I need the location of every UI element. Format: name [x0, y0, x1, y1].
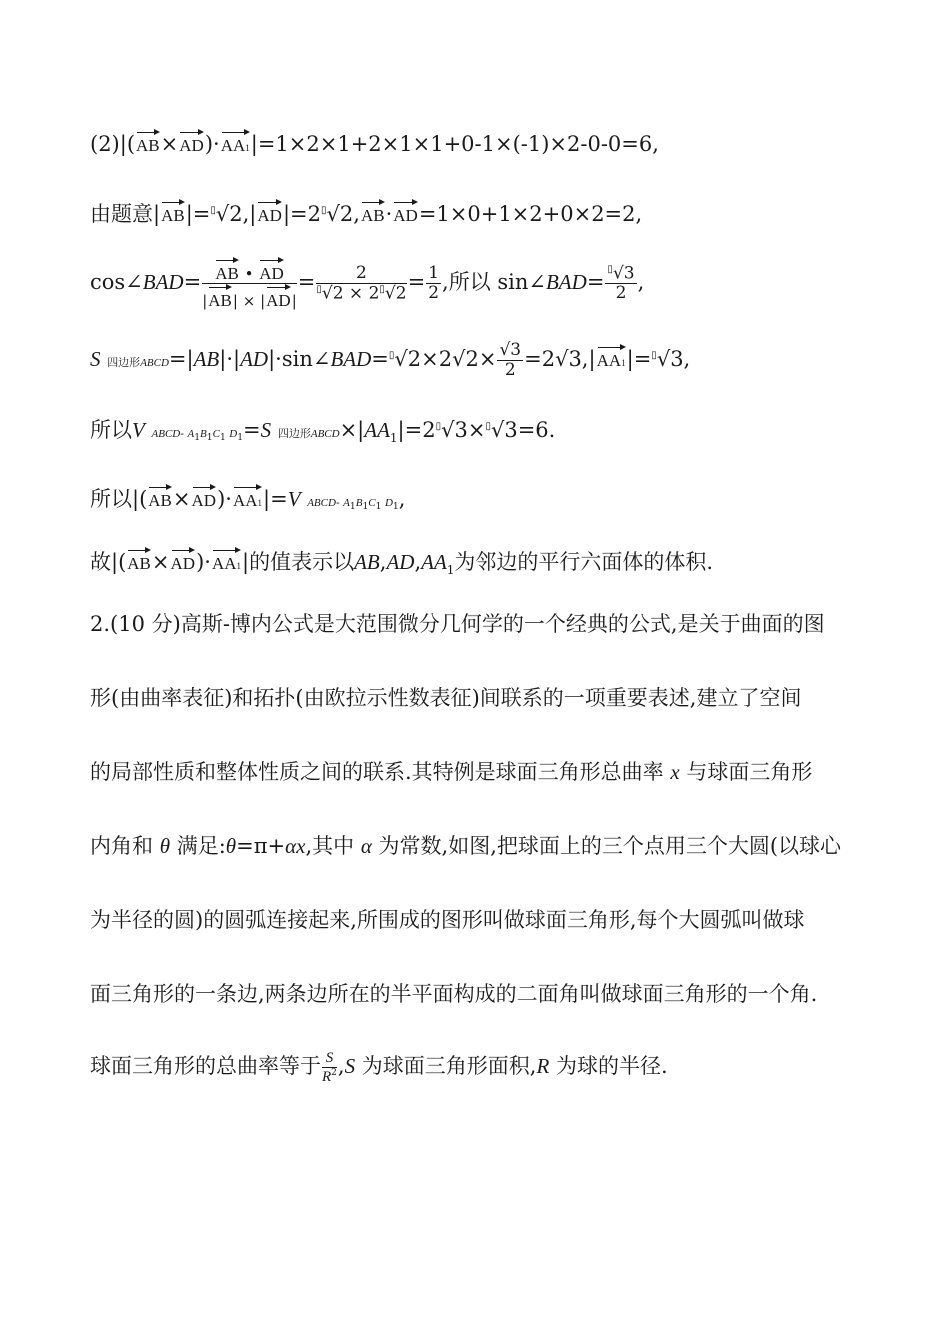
vector-ab: AB	[148, 485, 172, 509]
vector-aa1: AA1	[597, 345, 626, 369]
vector-ad: AD	[192, 485, 217, 509]
fraction-root3-over-2b: $\frac{√3}{2}$	[499, 340, 522, 380]
problem-2-row-2: 形(由曲率表征)和拓扑(由欧拉示性数表征)间联系的一项重要表述,建立了空间	[90, 686, 802, 710]
solution-line-4: S 四边形ABCD=|AB|·|AD|·sin∠BAD=▯√2×2√2× $\frac{√3}{2}$ =2√3,|AA1|=▯√3,	[90, 340, 691, 380]
solution-line-7: 故|(AB×AD)·AA1|的值表示以$AB,AD,AA_1$为邻边的平行六面体的体积.	[90, 550, 714, 578]
problem-2-row-7: 球面三角形的总曲率等于 $\frac{S}{R^2}$ ,S 为球面三角形面积,R 为球的半径.	[90, 1050, 668, 1085]
problem-2-row-4: 内角和 θ 满足:θ=π+αx,其中 α 为常数,如图,把球面上的三个点用三个大圆(以球心	[90, 834, 842, 858]
vector-ab: AB	[161, 200, 185, 224]
problem-2-row-5: 为半径的圆)的圆弧连接起来,所围成的图形叫做球面三角形,每个大圆弧叫做球	[90, 908, 805, 932]
problem-2-row-1: 2.(10 分)高斯-博内公式是大范围微分几何学的一个经典的公式,是关于曲面的图	[90, 612, 825, 636]
fraction-two: $\frac{2}{^▯√2 \times 2^▯√2}$	[316, 262, 407, 304]
vector-ad: AD	[171, 548, 196, 572]
vector-ad: AD	[179, 130, 204, 154]
solution-line-2: 由题意|AB|=▯√2,|AD|=2▯√2,AB·AD=1×0+1×2+0×2=2,	[90, 202, 643, 226]
fraction-cos: $\frac{AB • AD}{|AB| \times |AD|}$	[202, 258, 297, 309]
vector-ab: AB	[136, 130, 160, 154]
solution-line-6: 所以|(AB×AD)·AA1|=V ABCD- $A_1B_1C_1$ $D_1$,	[90, 487, 406, 513]
vector-aa1: AA1	[233, 485, 262, 509]
solution-line-3: cos∠BAD= $\frac{AB • AD}{|AB| \times |AD|}$ = $\frac{2}{^▯√2 \times 2^▯√2}$ = $\frac{1}{2}$ ,所以 sin∠BAD= $\frac{^▯√3}{2}$ ,	[90, 258, 644, 309]
solution-line-1: (2)|(AB×AD)·AA1|=1×2×1+2×1×1+0-1×(-1)×2-0-0=6,	[90, 132, 659, 156]
solution-line-5: 所以V ABCD- $A_1B_1C_1$ $D_1=S$ 四边形$ABCD\times|AA_1|=2^▯√3\times^▯√3=6$.	[90, 418, 556, 446]
fraction-s-over-r2: $\frac{S}{R^2}$	[322, 1050, 337, 1085]
vector-ab: AB	[361, 200, 385, 224]
vector-aa1: AA1	[212, 548, 241, 572]
fraction-half: $\frac{1}{2}$	[428, 263, 440, 303]
vector-aa1: AA1	[221, 130, 250, 154]
vector-ab: AB	[127, 548, 151, 572]
fraction-root3-over-2: $\frac{^▯√3}{2}$	[607, 263, 635, 304]
problem-2-row-3: 的局部性质和整体性质之间的联系.其特例是球面三角形总曲率 x 与球面三角形	[90, 760, 813, 784]
vector-ad: AD	[393, 200, 418, 224]
vector-ad: AD	[257, 200, 282, 224]
problem-2-row-6: 面三角形的一条边,两条边所在的半平面构成的二面角叫做球面三角形的一个角.	[90, 982, 818, 1006]
